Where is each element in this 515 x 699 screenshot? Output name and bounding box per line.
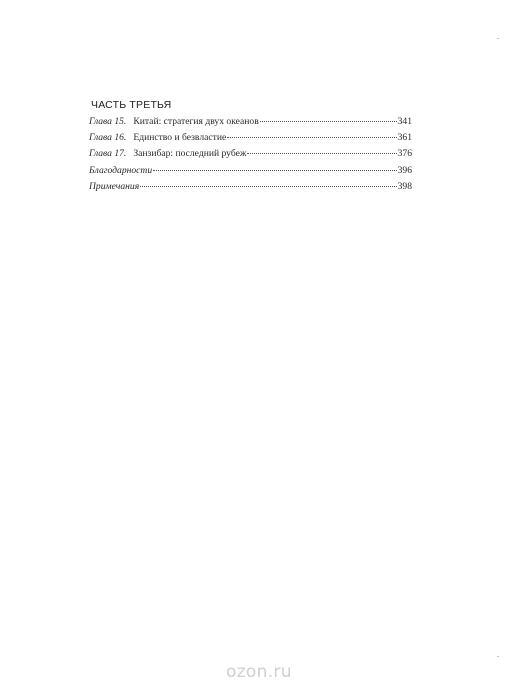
dot-leader bbox=[140, 186, 396, 187]
toc-entry-label bbox=[89, 149, 246, 159]
chapter-number: Глава 15. bbox=[89, 115, 127, 127]
table-of-contents bbox=[89, 99, 412, 199]
chapter-number: Глава 16. bbox=[89, 131, 127, 143]
dot-leader bbox=[153, 170, 396, 171]
dot-leader bbox=[247, 153, 396, 154]
part-heading: ЧАСТЬ ТРЕТЬЯ bbox=[91, 99, 172, 111]
toc-entry-chapter-15 bbox=[89, 117, 412, 133]
dot-leader bbox=[227, 137, 396, 138]
toc-entry-label bbox=[89, 117, 259, 127]
section-title: Примечания bbox=[89, 181, 140, 193]
dot-leader bbox=[260, 121, 397, 122]
chapter-number: Глава 17. bbox=[89, 148, 127, 160]
chapter-title: Китай: стратегия двух океанов bbox=[133, 115, 259, 127]
page-number: 361 bbox=[397, 131, 412, 143]
page-number: 376 bbox=[397, 148, 412, 160]
toc-entry-label bbox=[89, 133, 226, 143]
chapter-title: Занзибар: последний рубеж bbox=[133, 148, 247, 160]
toc-entry-chapter-17 bbox=[89, 149, 412, 165]
toc-entry-notes bbox=[89, 182, 412, 198]
toc-entry-label bbox=[89, 166, 152, 176]
chapter-title: Единство и безвластие bbox=[133, 131, 227, 143]
toc-entry-acknowledgements bbox=[89, 166, 412, 182]
corner-mark-bottom: - bbox=[497, 653, 500, 660]
watermark: ozon.ru bbox=[226, 662, 292, 682]
corner-mark-top: - bbox=[497, 35, 500, 42]
section-title: Благодарности bbox=[89, 164, 153, 176]
page-number: 396 bbox=[397, 164, 412, 176]
page-number: 341 bbox=[397, 115, 412, 127]
toc-entry-chapter-16 bbox=[89, 133, 412, 149]
page-number: 398 bbox=[397, 181, 412, 193]
toc-entry-label bbox=[89, 182, 139, 192]
